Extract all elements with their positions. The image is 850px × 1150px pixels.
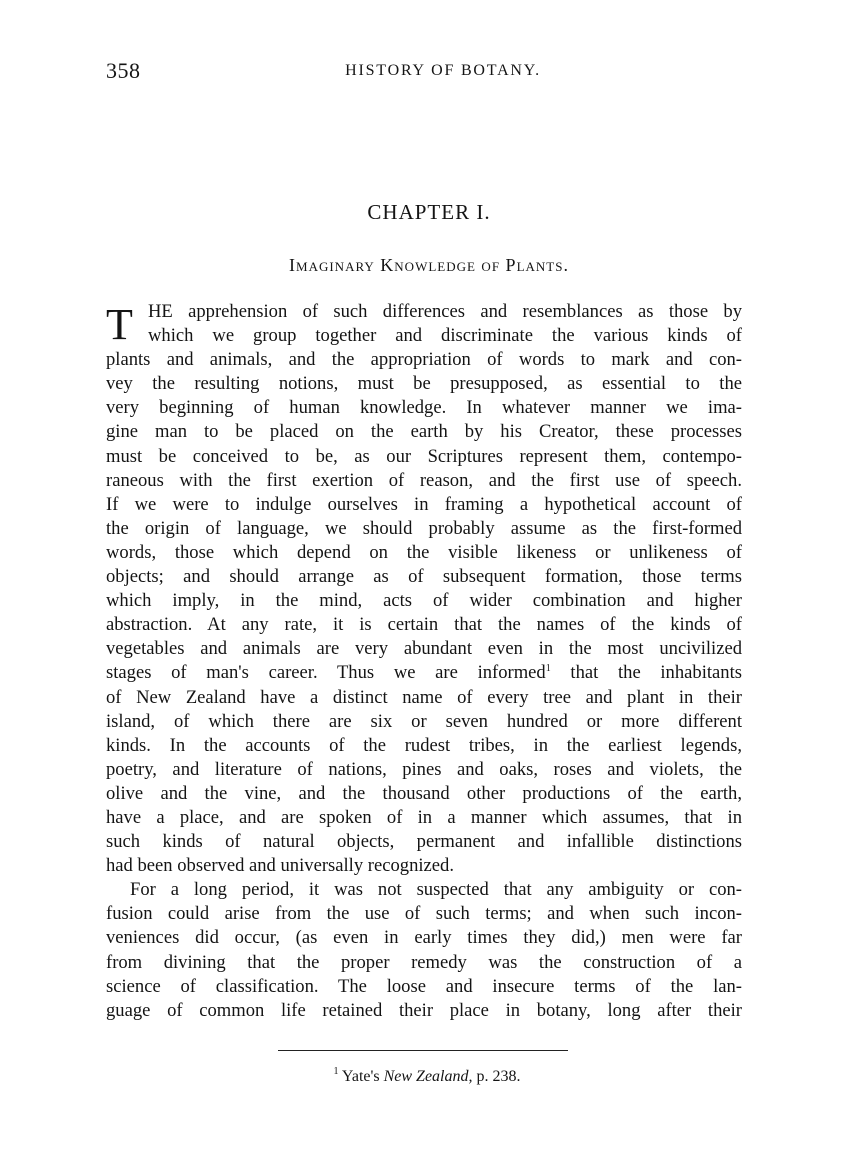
text-line: words, those which depend on the visible likeness or unlikeness of [106, 541, 742, 563]
footnote-divider [278, 1050, 568, 1051]
text-line: poetry, and literature of nations, pines and oaks, roses and violets, the [106, 758, 742, 780]
text-line: abstraction. At any rate, it is certain that the names of the kinds of [106, 614, 742, 636]
text-line: science of classification. The loose and insecure terms of the lan- [106, 975, 742, 997]
text-line: HE apprehension of such differences and resemblances as those by [148, 301, 742, 322]
text-line: vegetables and animals are very abundant even in the most uncivilized [106, 638, 742, 660]
footnote-prefix: Yate's [341, 1068, 380, 1085]
text-line: objects; and should arrange as of subsequent formation, those terms [106, 566, 742, 588]
text-line: gine man to be placed on the earth by his Creator, these processes [106, 421, 742, 443]
text-line: which we group together and discriminate the various kinds of [148, 325, 742, 347]
text-line: kinds. In the accounts of the rudest tribes, in the earliest legends, [106, 734, 742, 756]
text-segment: stages of man's career. Thus we are informed [106, 662, 546, 684]
text-line: fusion could arise from the use of such terms; and when such incon- [106, 903, 742, 925]
text-line: vey the resulting notions, must be presupposed, as essential to the [106, 373, 742, 395]
text-line: If we were to indulge ourselves in framing a hypothetical account of [106, 493, 742, 515]
text-line: such kinds of natural objects, permanent and infallible distinctions [106, 831, 742, 853]
footnote [0, 1068, 850, 1086]
text-line: For a long period, it was not suspected that any ambiguity or con- [130, 879, 742, 901]
text-line: have a place, and are spoken of in a manner which assumes, that in [106, 806, 742, 828]
footnote-reference[interactable]: 1 [545, 663, 551, 675]
text-line: raneous with the first exertion of reason, and the first use of speech. [106, 469, 742, 491]
text-line: from divining that the proper remedy was the construction of a [106, 951, 742, 973]
text-line: guage of common life retained their place in botany, long after their [106, 999, 742, 1021]
text-line: which imply, in the mind, acts of wider combination and higher [106, 590, 742, 612]
running-title: HISTORY OF BOTANY. [345, 62, 541, 79]
text-line: veniences did occur, (as even in early times they did,) men were far [106, 927, 742, 949]
text-line: of New Zealand have a distinct name of every tree and plant in their [106, 686, 742, 708]
running-head [106, 58, 742, 88]
text-line: very beginning of human knowledge. In whatever manner we ima- [106, 397, 742, 419]
text-line: the origin of language, we should probably assume as the first-formed [106, 517, 742, 539]
drop-cap: T [106, 300, 133, 349]
text-line: olive and the vine, and the thousand other productions of the earth, [106, 782, 742, 804]
chapter-subtitle: Imaginary Knowledge of Plants. [289, 255, 569, 275]
footnote-page: p. 238. [476, 1068, 521, 1085]
footnote-marker: 1 [333, 1066, 339, 1077]
text-segment: that the inhabitants [570, 662, 742, 684]
text-line: plants and animals, and the appropriation of words to mark and con- [106, 349, 742, 371]
text-line: island, of which there are six or seven hundred or more different [106, 710, 742, 732]
text-line: must be conceived to be, as our Scriptures represent them, contempo- [106, 445, 742, 467]
text-line-with-footnote [106, 661, 742, 685]
chapter-title: CHAPTER I. [367, 200, 491, 224]
text-line: had been observed and universally recognized. [106, 855, 454, 877]
footnote-work-title: New Zealand, [383, 1068, 473, 1085]
page-number: 358 [106, 58, 141, 83]
body-text [106, 300, 742, 1023]
